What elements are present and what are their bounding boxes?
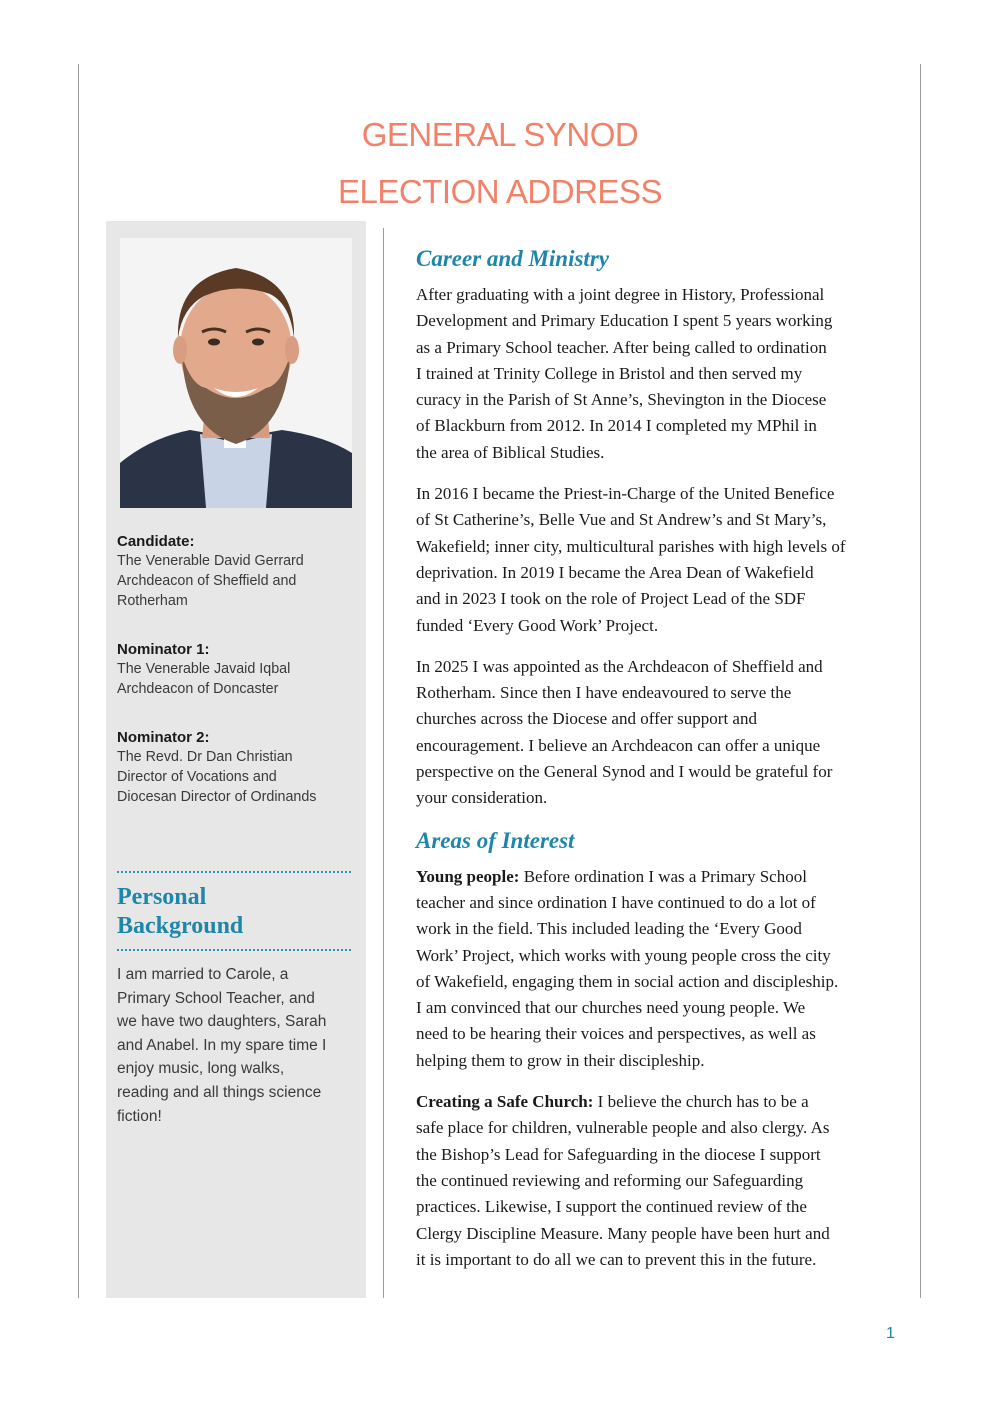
career-heading: Career and Ministry [416, 246, 609, 271]
text-line: teacher and since ordination I have continued to do a lot of [416, 892, 816, 912]
career-paragraph-3 [416, 654, 908, 812]
left-border-rule [78, 64, 79, 1298]
text-line: perspective on the General Synod and I would be grateful for [416, 762, 833, 782]
text-line: need to be hearing their voices and perspectives, as well as [416, 1024, 816, 1044]
personal-background-heading-line: Personal [117, 884, 207, 910]
title-line-1: GENERAL SYNOD [361, 116, 639, 153]
personal-background-line: enjoy music, long walks, [117, 1060, 285, 1078]
text-line: work in the field. This included leading the ‘Every Good [416, 919, 802, 939]
text-line: practices. Likewise, I support the continued review of the [416, 1197, 807, 1217]
text-line: curacy in the Parish of St Anne’s, Shevington in the Diocese [416, 390, 827, 410]
text-line: Rotherham. Since then I have endeavoured to serve the [416, 683, 792, 703]
nominator-1-block [117, 640, 362, 699]
main-column [416, 244, 908, 1273]
text-line: Wakefield; inner city, multicultural parishes with high levels of [416, 536, 846, 556]
candidate-label: Candidate: [117, 533, 195, 550]
nominator-1-line: The Venerable Javaid Iqbal [117, 661, 291, 677]
text-line: Clergy Discipline Measure. Many people have been hurt and [416, 1223, 830, 1243]
text-line: safe place for children, vulnerable people and also clergy. As [416, 1118, 830, 1138]
personal-background-line: fiction! [117, 1107, 162, 1125]
sidebar [106, 221, 366, 1298]
text-line: and in 2023 I took on the role of Project Lead of the SDF [416, 589, 806, 609]
candidate-block [117, 532, 362, 611]
career-paragraph-2 [416, 481, 908, 639]
text-line: the area of Biblical Studies. [416, 442, 605, 462]
text-line: In 2025 I was appointed as the Archdeacon of Sheffield and [416, 656, 823, 676]
text-line: helping them to grow in their discipleship. [416, 1050, 705, 1070]
nominator-1-line: Archdeacon of Doncaster [117, 681, 279, 697]
text-line: your consideration. [416, 788, 548, 808]
text-line [416, 1089, 908, 1115]
column-divider-rule [383, 228, 384, 1298]
nominator-2-line: Director of Vocations and [117, 769, 277, 785]
text-line: as a Primary School teacher. After being called to ordination [416, 337, 827, 357]
text-line: After graduating with a joint degree in History, Professional [416, 285, 825, 304]
nominator-1-label: Nominator 1: [117, 641, 210, 658]
career-paragraph-1 [416, 282, 908, 466]
text-line: of Wakefield, engaging them in social action and discipleship. [416, 971, 839, 991]
nominator-2-line: The Revd. Dr Dan Christian [117, 749, 293, 765]
personal-background-line: we have two daughters, Sarah [117, 1013, 327, 1031]
personal-background-line: and Anabel. In my spare time I [117, 1036, 327, 1054]
text-line: funded ‘Every Good Work’ Project. [416, 615, 659, 635]
personal-background-line: reading and all things science [117, 1083, 322, 1101]
personal-background-line: I am married to Carole, a [117, 966, 289, 983]
text-line: of Blackburn from 2012. In 2014 I completed my MPhil in [416, 416, 817, 436]
text-line [416, 864, 908, 890]
text-line: the continued reviewing and reforming our Safeguarding [416, 1170, 804, 1190]
candidate-line: Archdeacon of Sheffield and [117, 573, 297, 589]
candidate-line: The Venerable David Gerrard [117, 553, 304, 569]
nominator-2-block [117, 728, 362, 807]
text-line: Work’ Project, which works with young people cross the city [416, 945, 831, 965]
title-line-2: ELECTION ADDRESS [338, 173, 662, 210]
safe-church-label: Creating a Safe Church: [416, 1092, 594, 1112]
personal-background-line: Primary School Teacher, and [117, 989, 315, 1007]
nominator-2-label: Nominator 2: [117, 729, 210, 746]
page-number: 1 [886, 1325, 895, 1342]
text-line: Development and Primary Education I spent 5 years working [416, 311, 833, 331]
personal-background-heading [117, 883, 357, 941]
text-line: encouragement. I believe an Archdeacon can offer a unique [416, 735, 821, 755]
text-line: deprivation. In 2019 I became the Area Dean of Wakefield [416, 562, 814, 582]
dotted-divider-top [117, 871, 351, 873]
text-line: the Bishop’s Lead for Safeguarding in the diocese I support [416, 1144, 821, 1164]
text-line: In 2016 I became the Priest-in-Charge of the United Benefice [416, 484, 835, 504]
young-people-label: Young people: [416, 866, 520, 886]
text-line: it is important to do all we can to prevent this in the future. [416, 1249, 817, 1269]
safe-church-paragraph [416, 1089, 908, 1273]
candidate-portrait-icon [120, 238, 352, 508]
interests-heading: Areas of Interest [416, 827, 575, 853]
personal-background-heading-line: Background [117, 913, 244, 939]
text-line: churches across the Diocese and offer support and [416, 709, 757, 729]
page-title [0, 106, 1000, 220]
safe-church-first-line: I believe the church has to be a [593, 1092, 809, 1112]
young-people-first-line: Before ordination I was a Primary School [519, 866, 807, 886]
nominator-2-line: Diocesan Director of Ordinands [117, 789, 317, 805]
candidate-line: Rotherham [117, 593, 188, 609]
dotted-divider-bottom [117, 949, 351, 951]
right-border-rule [920, 64, 921, 1298]
young-people-paragraph [416, 864, 908, 1074]
personal-background-text [117, 963, 357, 1128]
text-line: of St Catherine’s, Belle Vue and St Andrew’s and St Mary’s, [416, 510, 827, 530]
text-line: I trained at Trinity College in Bristol and then served my [416, 363, 803, 383]
text-line: I am convinced that our churches need young people. We [416, 998, 806, 1018]
